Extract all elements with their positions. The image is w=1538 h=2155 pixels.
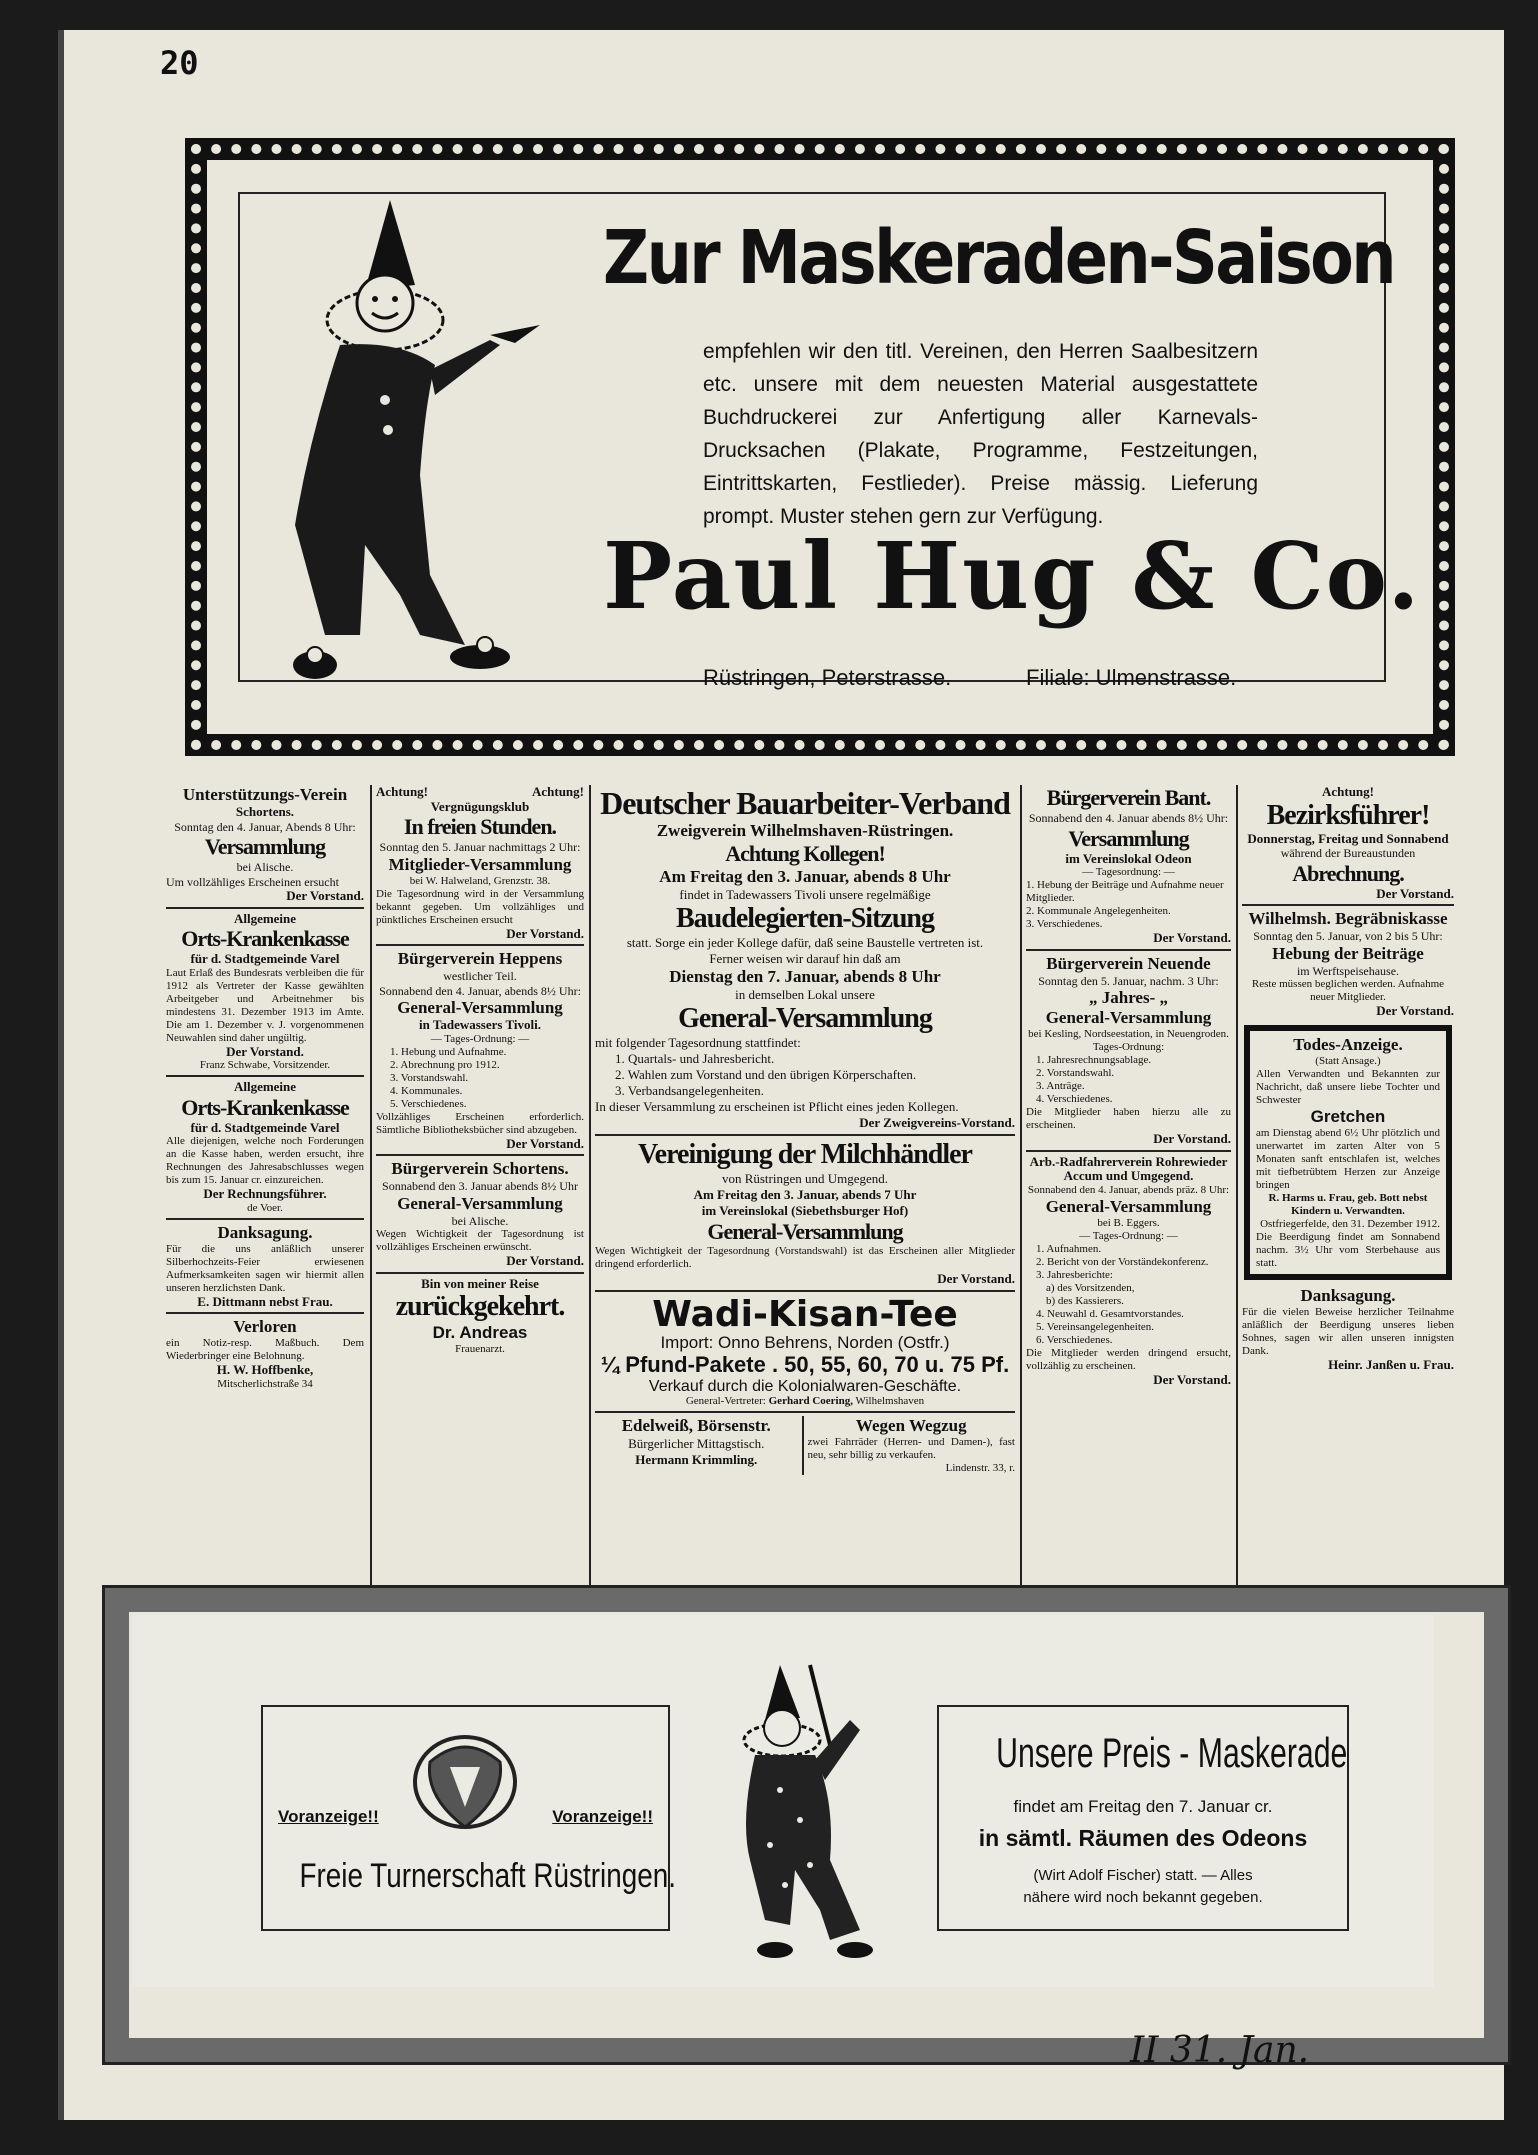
ad-text: Tages-Ordnung: [1092,1041,1165,1053]
rule [166,1312,364,1314]
ad-signature: Hermann Krimmling. [635,1452,758,1467]
ad-address: Lindenstr. 33, r. [945,1462,1015,1474]
ad-text: Die Mitglieder werden dringend ersucht, vollzählig zu erscheinen. [1026,1346,1231,1372]
ad-wadi-kisan-tee-title: Wadi-Kisan-Tee [652,1294,958,1335]
column-rule-1 [370,785,372,1600]
agenda-item: 3. Jahresberichte: [1036,1268,1113,1281]
ad-date: Donnerstag, Freitag und Sonnabend [1247,830,1449,846]
ad-heading: General-Versammlung [397,998,563,1017]
rule [595,1134,1015,1136]
ad-text: in Tadewassers Tivoli. [419,1017,541,1032]
ad-text: Import: Onno Behrens, Norden (Ostfr.) [660,1333,950,1352]
ad-heading: General-Versammlung [678,1003,932,1034]
ad-date: Sonntag den 5. Januar, nachm. 3 Uhr: [1038,973,1219,988]
seal-emblem-icon [410,1727,520,1837]
ad-wegzug-title: Wegen Wegzug [855,1416,967,1435]
agenda-item: 3. Verbandsangelegenheiten. [615,1083,764,1098]
ad-signature: Der Vorstand. [1153,1131,1231,1146]
agenda-item: 1. Aufnahmen. [1036,1242,1102,1255]
ad-date: Sonnabend den 4. Januar, abends präz. 8 Uhr: [1027,1183,1230,1196]
column-rule-4 [1236,785,1238,1600]
ad-buergerverein-neuende-title: Bürgerverein Neuende [1046,953,1211,973]
maskerade-title: Unsere Preis - Maskerade [996,1729,1348,1776]
maskerade-line-4: nähere wird noch bekannt gegeben. [1023,1889,1263,1906]
agenda-item: 1. Hebung und Aufnahme. [390,1045,507,1058]
rule [376,944,584,946]
ad-heading: Versammlung [1068,825,1189,851]
agenda-item: 3. Verschiedenes. [1026,918,1103,930]
ad-text: statt. Sorge ein jeder Kollege dafür, daß seine Baustelle vertreten ist. [626,935,984,950]
ad-text: — Tages-Ordnung: — [1079,1229,1178,1242]
column-4 [1026,785,1231,1600]
ad-heading: Hebung der Beiträge [1272,943,1424,963]
column-rule-3 [1020,785,1022,1600]
ad-signature: Der Vorstand. [226,1043,304,1059]
ad-text: zwei Fahrräder (Herren- und Damen-), fast neu, sehr billig zu verkaufen. [807,1436,1015,1461]
ad-signature: Der Vorstand. [286,888,364,903]
ad-signature: Der Vorstand. [506,1253,584,1268]
ad-heading: Achtung Kollegen! [725,841,885,866]
ad-heading: Versammlung [204,834,326,859]
handwritten-note: II 31. Jan. [1130,2030,1310,2071]
column-1 [166,785,364,1600]
agenda-item: 1. Hebung der Beiträge und Aufnahme neuer Mitglieder. [1026,879,1224,904]
ad-text: Die Mitglieder haben hierzu alle zu erscheinen. [1026,1106,1231,1131]
ad-text: Die Beerdigung findet am Sonnabend nachm. 3½ Uhr vom Sterbehause aus statt. [1256,1230,1440,1269]
ad-text: Alle diejenigen, welche noch Forderungen an die Kasse haben, werden ersucht, ihre Rechnungen des Jahresabschlusses wegen bis zum 15. Januar cr. einzureichen. [166,1135,364,1186]
ad-todes-anzeige-title: Todes-Anzeige. [1293,1034,1403,1054]
column-5 [1242,785,1454,1600]
ad-text: Frauenarzt. [455,1343,505,1355]
ad-text: für d. Stadtgemeinde Varel [190,951,340,966]
agenda-item: 5. Verschiedenes. [390,1097,467,1110]
rule [1242,904,1454,906]
ad-text: Allgemeine [233,910,297,926]
top-ad-company: Paul Hug & Co. [603,522,1422,630]
ad-address: Mitscherlichstraße 34 [217,1377,313,1390]
ad-text: bei B. Eggers. [1097,1216,1160,1229]
ad-heading: General-Versammlung [397,1193,563,1213]
notice-right: Voranzeige!! [552,1807,653,1826]
ad-signature: Der Vorstand. [506,1135,584,1151]
ad-date: Am Freitag den 3. Januar, abends 7 Uhr [693,1187,917,1202]
ad-signature: Der Vorstand. [506,925,584,941]
ad-heading: General-Versammlung [1045,1008,1212,1027]
rule [595,1411,1015,1413]
ad-buergerverein-heppens-title: Bürgerverein Heppens [397,949,563,968]
agenda-item: 1. Quartals- und Jahresbericht. [615,1051,775,1066]
ad-date: Am Freitag den 3. Januar, abends 8 Uhr [659,867,951,886]
agenda-item: b) des Kassierers. [1046,1294,1124,1307]
ad-text: Reste müssen beglichen werden. Aufnahme neuer Mitglieder. [1251,978,1445,1003]
ad-text: Verkauf durch die Kolonialwaren-Geschäfte. [648,1378,962,1395]
agenda-item: 2. Abrechnung pro 1912. [390,1058,500,1071]
maskerade-line-3: (Wirt Adolf Fischer) statt. — Alles [1033,1867,1253,1884]
ad-text: bei Alische. [451,1213,509,1228]
ad-text: im Vereinslokal (Siebethsburger Hof) [701,1203,909,1218]
ad-zurueckgekehrt-title: zurückgekehrt. [395,1291,565,1322]
ad-name: Gretchen [1310,1106,1386,1126]
ad-signature: Der Vorstand. [1153,930,1231,945]
ad-text: von Rüstringen und Umgegend. [721,1171,889,1186]
agenda-item: 4. Neuwahl d. Gesamtvorstandes. [1036,1307,1184,1320]
agenda-item: 3. Vorstandswahl. [390,1071,469,1084]
rule [166,1075,364,1077]
ad-bezirksfuehrer-title: Bezirksführer! [1266,799,1430,831]
club-name: Freie Turnerschaft Rüstringen. [299,1857,676,1895]
ad-text: Bin von meiner Reise [421,1275,539,1291]
ad-text: im Werftspeisehause. [1296,963,1400,978]
maskerade-line-1: findet am Freitag den 7. Januar cr. [1013,1797,1273,1816]
top-ad-address-branch: Filiale: Ulmenstrasse. [1026,665,1237,690]
ad-danksagung-title: Danksagung. [217,1222,313,1242]
preis-maskerade-box [937,1705,1349,1931]
agenda-item: 1. Jahresrechnungsablage. [1036,1054,1152,1066]
clown-illustration-bottom [710,1660,890,1980]
ad-text: — Tagesordnung: — [1082,866,1175,878]
rule [166,907,364,909]
ad-text: findet in Tadewassers Tivoli unsere regelmäßige [679,887,931,902]
ad-signature: E. Dittmann nebst Frau. [197,1293,333,1309]
ad-date: Sonnabend den 3. Januar abends 8½ Uhr [382,1179,578,1193]
ad-signature: Der Rechnungsführer. [203,1186,327,1201]
page-number: 20 [160,44,199,82]
ad-heading: General-Versammlung [1045,1196,1212,1216]
ad-date: Sonntag den 4. Januar, Abends 8 Uhr: [174,819,356,834]
column-rule-2 [589,785,591,1600]
ad-date: Sonnabend den 4. Januar, abends 8½ Uhr: [379,983,581,998]
ad-freie-stunden-title: In freien Stunden. [403,814,557,839]
ad-date: Dienstag den 7. Januar, abends 8 Uhr [669,967,941,986]
death-notice-box [1244,1025,1452,1280]
agenda-item: 2. Bericht von der Vorständekonferenz. [1036,1255,1209,1268]
ad-text: Wegen Wichtigkeit der Tagesordnung (Vorstandswahl) ist das Erscheinen aller Mitglieder dringend erforderlich. [595,1245,1015,1270]
ad-milchhaendler-title: Vereinigung der Milchhändler [638,1139,972,1170]
ad-heading: Abrechnung. [1292,860,1404,886]
rule [1026,949,1231,951]
agenda-item: 4. Verschiedenes. [1036,1093,1113,1105]
turnerschaft-box [261,1705,676,1931]
ad-text: Um vollzähliges Erscheinen ersucht [166,874,339,889]
ad-signature: de Voer. [247,1201,283,1214]
ad-heading: Baudelegierten-Sitzung [676,903,934,934]
ad-signature: Der Vorstand. [1153,1371,1231,1387]
ad-text: Zweigverein Wilhelmshaven-Rüstringen. [656,821,954,840]
ad-date: Sonnabend den 4. Januar abends 8½ Uhr: [1028,811,1229,825]
ad-date: Sonntag den 5. Januar nachmittags 2 Uhr: [379,840,581,854]
ad-text: Bürgerlicher Mittagstisch. [628,1436,765,1451]
agenda-item: 2. Kommunale Angelegenheiten. [1026,905,1171,917]
column-2 [376,785,584,1600]
ad-text: Laut Erlaß des Bundesrats verbleiben die für 1912 als Vertreter der Kasse gewählten Arbeitgeber und Arbeitnehmer bis mindestens 31. Dezember 1913 im Amte. Die am 1. Dezember v. J. vorgenommenen Neuwahlen sind daher ungültig. [166,966,364,1044]
ad-text: westlicher Teil. [443,969,517,983]
ad-ortskrankenkasse-2-title: Orts-Krankenkasse [181,1094,349,1120]
ad-text: Für die vielen Beweise herzlicher Teilnahme anläßlich der Beerdigung unseres lieben Sohnes, sagen wir allen unseren innigsten Dank. [1242,1305,1454,1357]
agenda-item: 2. Wahlen zum Vorstand und den übrigen Körperschaften. [615,1067,917,1082]
ad-text: Gerhard Coering, [768,1395,853,1407]
ad-text: General-Vertreter: [685,1395,766,1407]
ad-signature: Der Vorstand. [1376,1003,1454,1018]
ad-buergerverein-schortens-title: Bürgerverein Schortens. [391,1159,569,1178]
ad-text: Ferner weisen wir darauf hin daß am [709,951,901,966]
ad-text: In dieser Versammlung zu erscheinen ist Pflicht eines jeden Kollegen. [595,1099,959,1114]
ad-date: Sonntag den 5. Januar, von 2 bis 5 Uhr: [1253,929,1443,943]
agenda-item: 6. Verschiedenes. [1036,1333,1113,1346]
ad-price-list: Pfund-Pakete . 50, 55, 60, 70 u. 75 Pf. [625,1352,1010,1377]
ad-signature: Der Vorstand. [937,1271,1015,1286]
ad-signature: Der Vorstand. [1376,885,1454,901]
agenda-item: 5. Vereinsangelegenheiten. [1036,1320,1155,1333]
top-ad-address-main: Rüstringen, Peterstrasse. [703,665,952,690]
agenda-item: a) des Vorsitzenden, [1046,1281,1135,1294]
ad-text: bei Kesling, Nordseestation, in Neuengroden. [1028,1028,1229,1040]
ad-begraebniskasse-title: Wilhelmsh. Begräbniskasse [1248,909,1448,928]
rule [595,1290,1015,1292]
ad-signature: Der Zweigvereins-Vorstand. [859,1115,1015,1130]
ad-signature: R. Harms u. Frau, geb. Bott nebst Kindern u. Verwandten. [1268,1191,1428,1217]
ad-heading: Mitglieder-Versammlung [388,854,572,874]
maskerade-line-2: in sämtl. Räumen des Odeons [978,1825,1308,1851]
ad-text: in demselben Lokal unsere [735,987,875,1002]
ad-bauarbeiter-title: Deutscher Bauarbeiter-Verband [600,785,1010,821]
rule [376,1272,584,1274]
ad-danksagung-2-title: Danksagung. [1300,1285,1396,1305]
clown-illustration-top [250,195,550,715]
column-3 [595,785,1015,1600]
ad-text: Die Tagesordnung wird in der Versammlung bekannt gegeben. Um vollzähliges und pünktliches Erscheinen ersucht [376,887,584,926]
ad-text: Vollzähliges Erscheinen erforderlich. Sämtliche Bibliotheksbücher sind abzugeben. [376,1110,584,1136]
ad-text: Wilhelmshaven [855,1395,925,1407]
agenda-item: 2. Vorstandswahl. [1036,1067,1115,1079]
ad-text: im Vereinslokal Odeon [1065,850,1192,866]
ad-text: Accum und Umgegend. [1063,1168,1194,1183]
ad-text: Allen Verwandten und Bekannten zur Nachricht, daß unsere liebe Tochter und Schwester [1256,1067,1440,1106]
ad-text: Vergnügungsklub [430,798,530,814]
ad-text: Achtung! [1321,785,1374,799]
ad-text: für d. Stadtgemeinde Varel [190,1119,340,1135]
ad-radfahrerverein-title: Arb.-Radfahrerverein Rohrewieder [1029,1153,1228,1169]
ad-edelweiss-title: Edelweiß, Börsenstr. [621,1416,771,1435]
top-ad-title: Zur Maskeraden-Saison [603,215,1395,301]
ad-signature: H. W. Hoffbenke, [216,1362,314,1377]
ad-text: Für die uns anläßlich unserer Silberhochzeits-Feier erwiesenen Aufmerksamkeiten sagen wir hiermit allen unseren herzlichsten Dank. [166,1242,364,1294]
ad-text: Achtung! [531,785,584,799]
ad-text: bei Alische. [236,860,294,874]
agenda-item: 3. Anträge. [1036,1080,1085,1092]
ad-text: ein Notiz-resp. Maßbuch. Dem Wiederbringer eine Belohnung. [166,1337,364,1362]
ad-signature: Heinr. Janßen u. Frau. [1328,1356,1454,1372]
ad-verloren-title: Verloren [233,1317,297,1336]
ad-text: am Dienstag abend 6½ Uhr plötzlich und unerwartet im zarten Alter von 5 Monaten sanft entschlafen ist, welches mit tiefbetrübtem Herzen zur Anzeige bringen [1256,1126,1440,1191]
ad-text: Allgemeine [233,1079,297,1094]
ad-signature: Franz Schwabe, Vorsitzender. [199,1059,331,1071]
ad-text: Wegen Wichtigkeit der Tagesordnung ist vollzähliges Erscheinen erwünscht. [376,1228,584,1253]
rule [166,1218,364,1220]
ad-text: bei W. Halweland, Grenzstr. 38. [409,874,551,887]
ad-text: mit folgender Tagesordnung stattfindet: [595,1035,801,1050]
ad-text: während der Bureaustunden [1280,846,1416,860]
top-ad-body: empfehlen wir den titl. Vereinen, den Herren Saalbesitzern etc. unsere mit dem neuesten Material ausgestattete Buchdruckerei zur Anfertigung aller Karnevals-Drucksachen (Plakate, Programme, Festzeitungen, Eintrittskarten, Festlieder). Preise mässig. Lieferung prompt. Muster stehen gern zur Verfügung. [703,340,1258,528]
ad-heading: „ Jahres- „ [1088,988,1168,1007]
ad-text: Schortens. [235,804,295,819]
ad-text: Ostfriegerfelde, den 31. Dezember 1912. [1260,1217,1440,1230]
notice-left: Voranzeige!! [278,1807,379,1826]
ad-text: (Statt Ansage.) [1315,1054,1381,1067]
ad-unterstuetzungsverein-title: Unterstützungs-Verein [182,785,348,804]
rule [376,1154,584,1156]
rule [1026,1150,1231,1152]
agenda-item: 4. Kommunales. [390,1084,463,1097]
ad-signature: Dr. Andreas [432,1323,528,1342]
ad-ortskrankenkasse-title: Orts-Krankenkasse [181,926,349,951]
ad-text: ¼ [600,1352,620,1377]
ad-heading: General-Versammlung [707,1219,903,1244]
ad-text: Achtung! [376,785,429,799]
ad-text: — Tages-Ordnung: — [430,1032,530,1045]
ad-buergerverein-bant-title: Bürgerverein Bant. [1046,785,1211,810]
